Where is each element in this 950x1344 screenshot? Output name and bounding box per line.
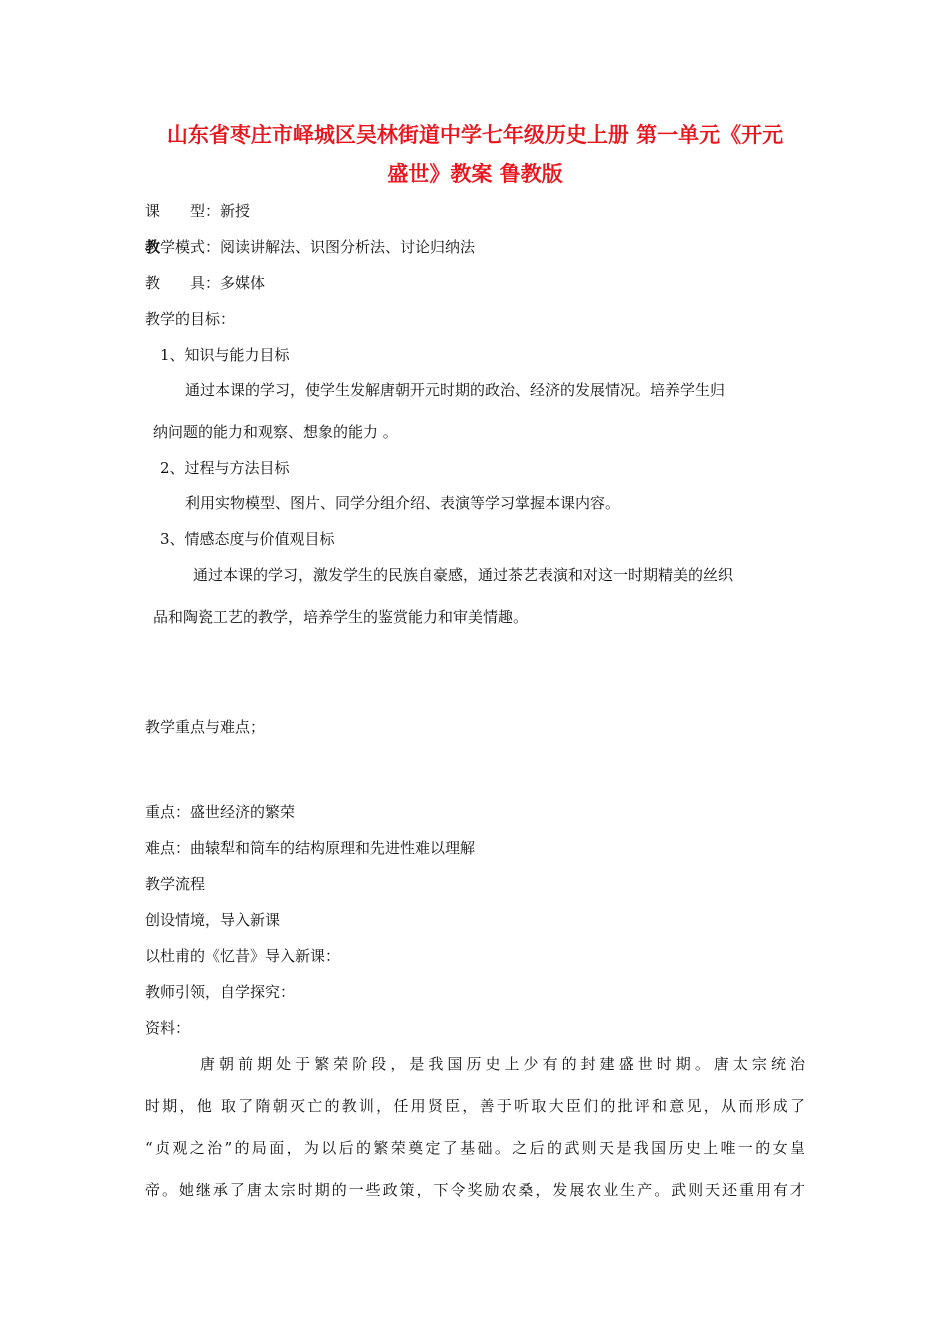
flow-step-3: 教师引领，自学探究： [145, 983, 296, 1001]
goal-3-text-a: 通过本课的学习，激发学生的民族自豪感，通过茶艺表演和对这一时期精美的丝织 [193, 566, 734, 584]
material-label: 资料： [145, 1019, 191, 1037]
goal-1-title: 1、知识与能力目标 [160, 346, 290, 364]
flow-heading: 教学流程 [145, 875, 206, 893]
title-line-2: 盛世》教案 鲁教版 [387, 161, 563, 186]
goal-3-text-b: 品和陶瓷工艺的教学，培养学生的鉴赏能力和审美情趣。 [153, 608, 529, 626]
goal-2-text: 利用实物模型、图片、同学分组介绍、表演等学习掌握本课内容。 [185, 494, 621, 512]
material-line-1: 唐朝前期处于繁荣阶段，是我国历史上少有的封建盛世时期。唐太宗统治 [200, 1055, 805, 1073]
key-point: 重点：盛世经济的繁荣 [145, 803, 296, 821]
keypoints-heading: 教学重点与难点； [145, 718, 266, 736]
goal-1-text-a: 通过本课的学习，使学生发解唐朝开元时期的政治、经济的发展情况。培养学生归 [185, 381, 726, 399]
material-line-2: 时期，他 取了隋朝灭亡的教训，任用贤臣，善于听取大臣们的批评和意见，从而形成了 [145, 1097, 805, 1115]
teaching-mode-prefix: 教 [145, 238, 161, 256]
flow-step-2: 以杜甫的《忆昔》导入新课： [145, 947, 341, 965]
material-line-3: “贞观之治”的局面，为以后的繁荣奠定了基础。之后的武则天是我国历史上唯一的女皇 [145, 1139, 805, 1157]
goal-1-text-b: 纳问题的能力和观察、想象的能力 。 [153, 423, 398, 441]
material-line-4: 帝。她继承了唐太宗时期的一些政策，下令奖励农桑，发展农业生产。武则天还重用有才 [145, 1181, 805, 1199]
goals-heading: 教学的目标： [145, 310, 236, 328]
title-line-1: 山东省枣庄市峄城区吴林街道中学七年级历史上册 第一单元《开元 [166, 122, 784, 147]
flow-step-1: 创设情境，导入新课 [145, 911, 281, 929]
goal-2-title: 2、过程与方法目标 [160, 459, 290, 477]
teaching-mode-text: 学模式：阅读讲解法、识图分析法、讨论归纳法 [160, 238, 476, 256]
teaching-tools: 教 具：多媒体 [145, 274, 266, 292]
teaching-mode [145, 237, 475, 257]
difficult-point: 难点：曲辕犁和筒车的结构原理和先进性难以理解 [145, 839, 476, 857]
goal-3-title: 3、情感态度与价值观目标 [160, 530, 335, 548]
lesson-type: 课 型：新授 [145, 202, 251, 220]
